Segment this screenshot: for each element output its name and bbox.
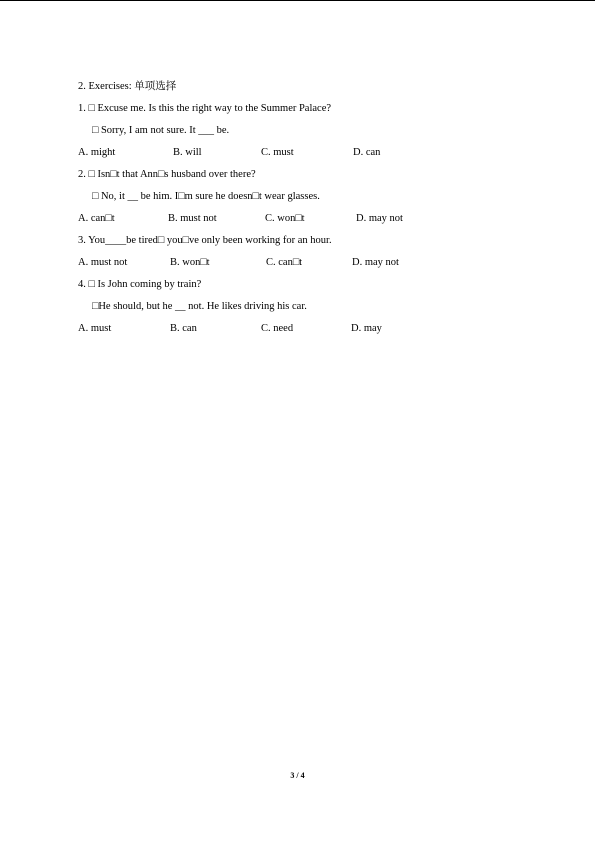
question-1-prompt: 1. □ Excuse me. Is this the right way to the Summer Palace? bbox=[78, 103, 332, 114]
question-3-prompt: 3. You____be tired□ you□ve only been working for an hour. bbox=[78, 235, 332, 246]
question-2-prompt: 2. □ Isn□t that Ann□s husband over there? bbox=[78, 169, 256, 180]
question-3-option-c: C. can□t bbox=[266, 257, 303, 268]
page-number: 3 / 4 bbox=[290, 771, 305, 780]
question-2-reply: □ No, it __ be him. I□m sure he doesn□t wear glasses. bbox=[92, 191, 320, 202]
question-4-option-c: C. need bbox=[261, 323, 294, 334]
question-2-option-d: D. may not bbox=[356, 213, 403, 224]
top-rule bbox=[0, 0, 595, 1]
question-4-option-d: D. may bbox=[351, 323, 382, 334]
question-4-prompt: 4. □ Is John coming by train? bbox=[78, 279, 202, 290]
section-title: 2. Exercises: 单项选择 bbox=[78, 81, 177, 92]
question-3-option-a: A. must not bbox=[78, 257, 128, 268]
question-1-reply: □ Sorry, I am not sure. It ___ be. bbox=[92, 125, 230, 136]
question-1-option-a: A. might bbox=[78, 147, 116, 158]
question-2-option-c: C. won□t bbox=[265, 213, 305, 224]
question-3-option-d: D. may not bbox=[352, 257, 399, 268]
question-4-option-a: A. must bbox=[78, 323, 112, 334]
question-1-option-d: D. can bbox=[353, 147, 381, 158]
question-1-option-c: C. must bbox=[261, 147, 294, 158]
question-4-reply: □He should, but he __ not. He likes driving his car. bbox=[92, 301, 307, 312]
question-4-option-b: B. can bbox=[170, 323, 197, 334]
question-2-option-a: A. can□t bbox=[78, 213, 115, 224]
question-2-option-b: B. must not bbox=[168, 213, 217, 224]
question-1-option-b: B. will bbox=[173, 147, 202, 158]
question-3-option-b: B. won□t bbox=[170, 257, 210, 268]
